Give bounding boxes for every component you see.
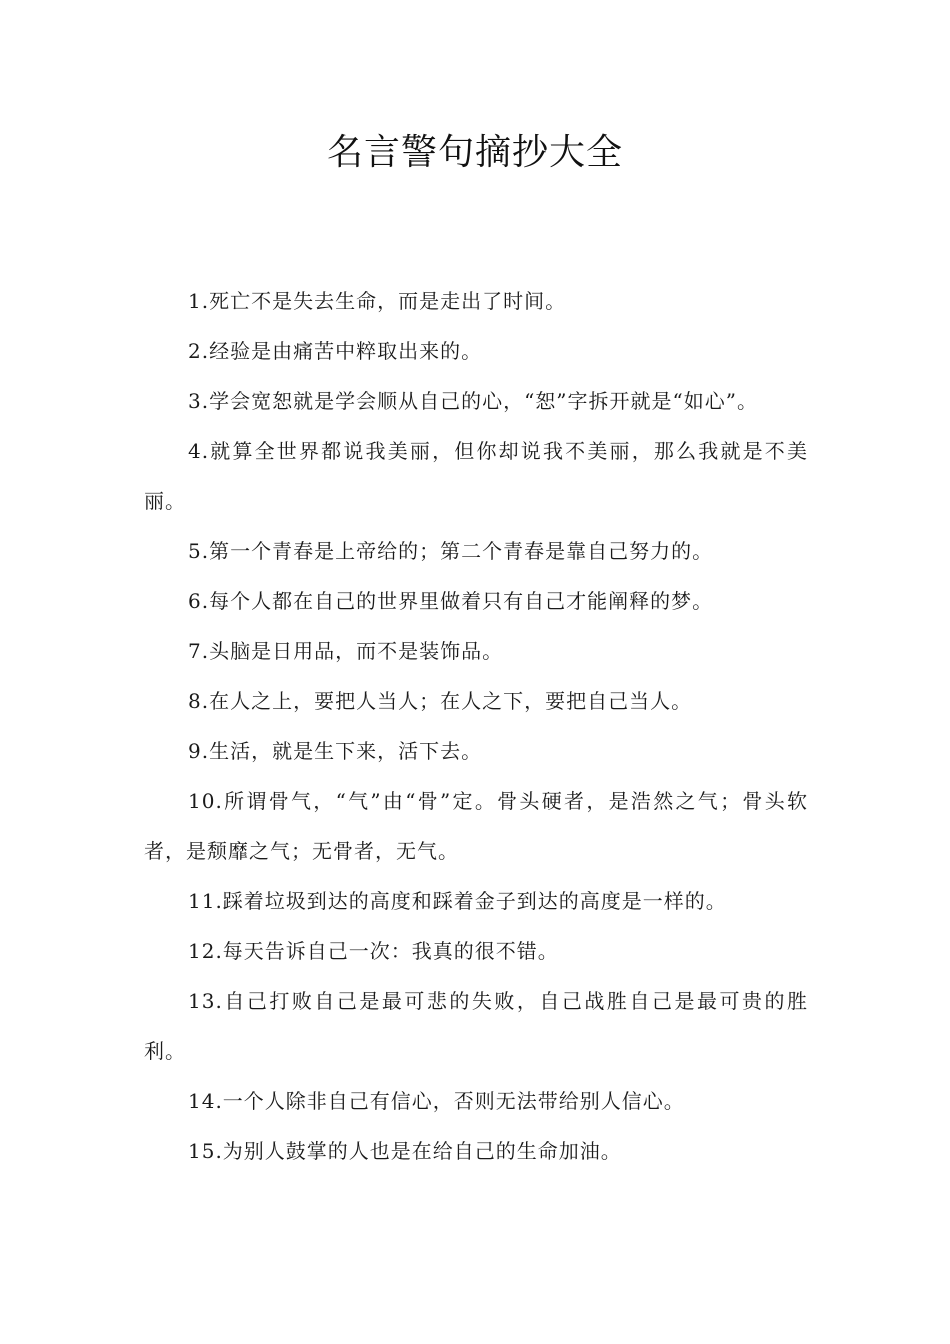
quote-item: 9.生活，就是生下来，活下去。 bbox=[188, 739, 483, 763]
quote-item: 14.一个人除非自己有信心，否则无法带给别人信心。 bbox=[188, 1089, 685, 1113]
quote-list bbox=[144, 276, 808, 1176]
quote-item: 2.经验是由痛苦中粹取出来的。 bbox=[188, 339, 483, 363]
quote-item: 6.每个人都在自己的世界里做着只有自己才能阐释的梦。 bbox=[188, 589, 714, 613]
quote-item: 4.就算全世界都说我美丽，但你却说我不美丽，那么我就是不美丽。 bbox=[144, 439, 808, 513]
quote-item: 1.死亡不是失去生命，而是走出了时间。 bbox=[188, 289, 567, 313]
quote-item: 11.踩着垃圾到达的高度和踩着金子到达的高度是一样的。 bbox=[188, 889, 727, 913]
document-title: 名言警句摘抄大全 bbox=[326, 132, 623, 173]
quote-item: 13.自己打败自己是最可悲的失败，自己战胜自己是最可贵的胜利。 bbox=[144, 989, 808, 1063]
quote-item: 10.所谓骨气，“气”由“骨”定。骨头硬者，是浩然之气；骨头软者，是颓靡之气；无骨者，无气。 bbox=[144, 789, 808, 863]
quote-item: 5.第一个青春是上帝给的；第二个青春是靠自己努力的。 bbox=[188, 539, 714, 563]
quote-item: 12.每天告诉自己一次：我真的很不错。 bbox=[188, 939, 559, 963]
quote-item: 7.头脑是日用品，而不是装饰品。 bbox=[188, 639, 504, 663]
quote-item: 8.在人之上，要把人当人；在人之下，要把自己当人。 bbox=[188, 689, 693, 713]
quote-item: 3.学会宽恕就是学会顺从自己的心，“恕”字拆开就是“如心”。 bbox=[188, 389, 758, 413]
quote-item: 15.为别人鼓掌的人也是在给自己的生命加油。 bbox=[188, 1139, 622, 1163]
